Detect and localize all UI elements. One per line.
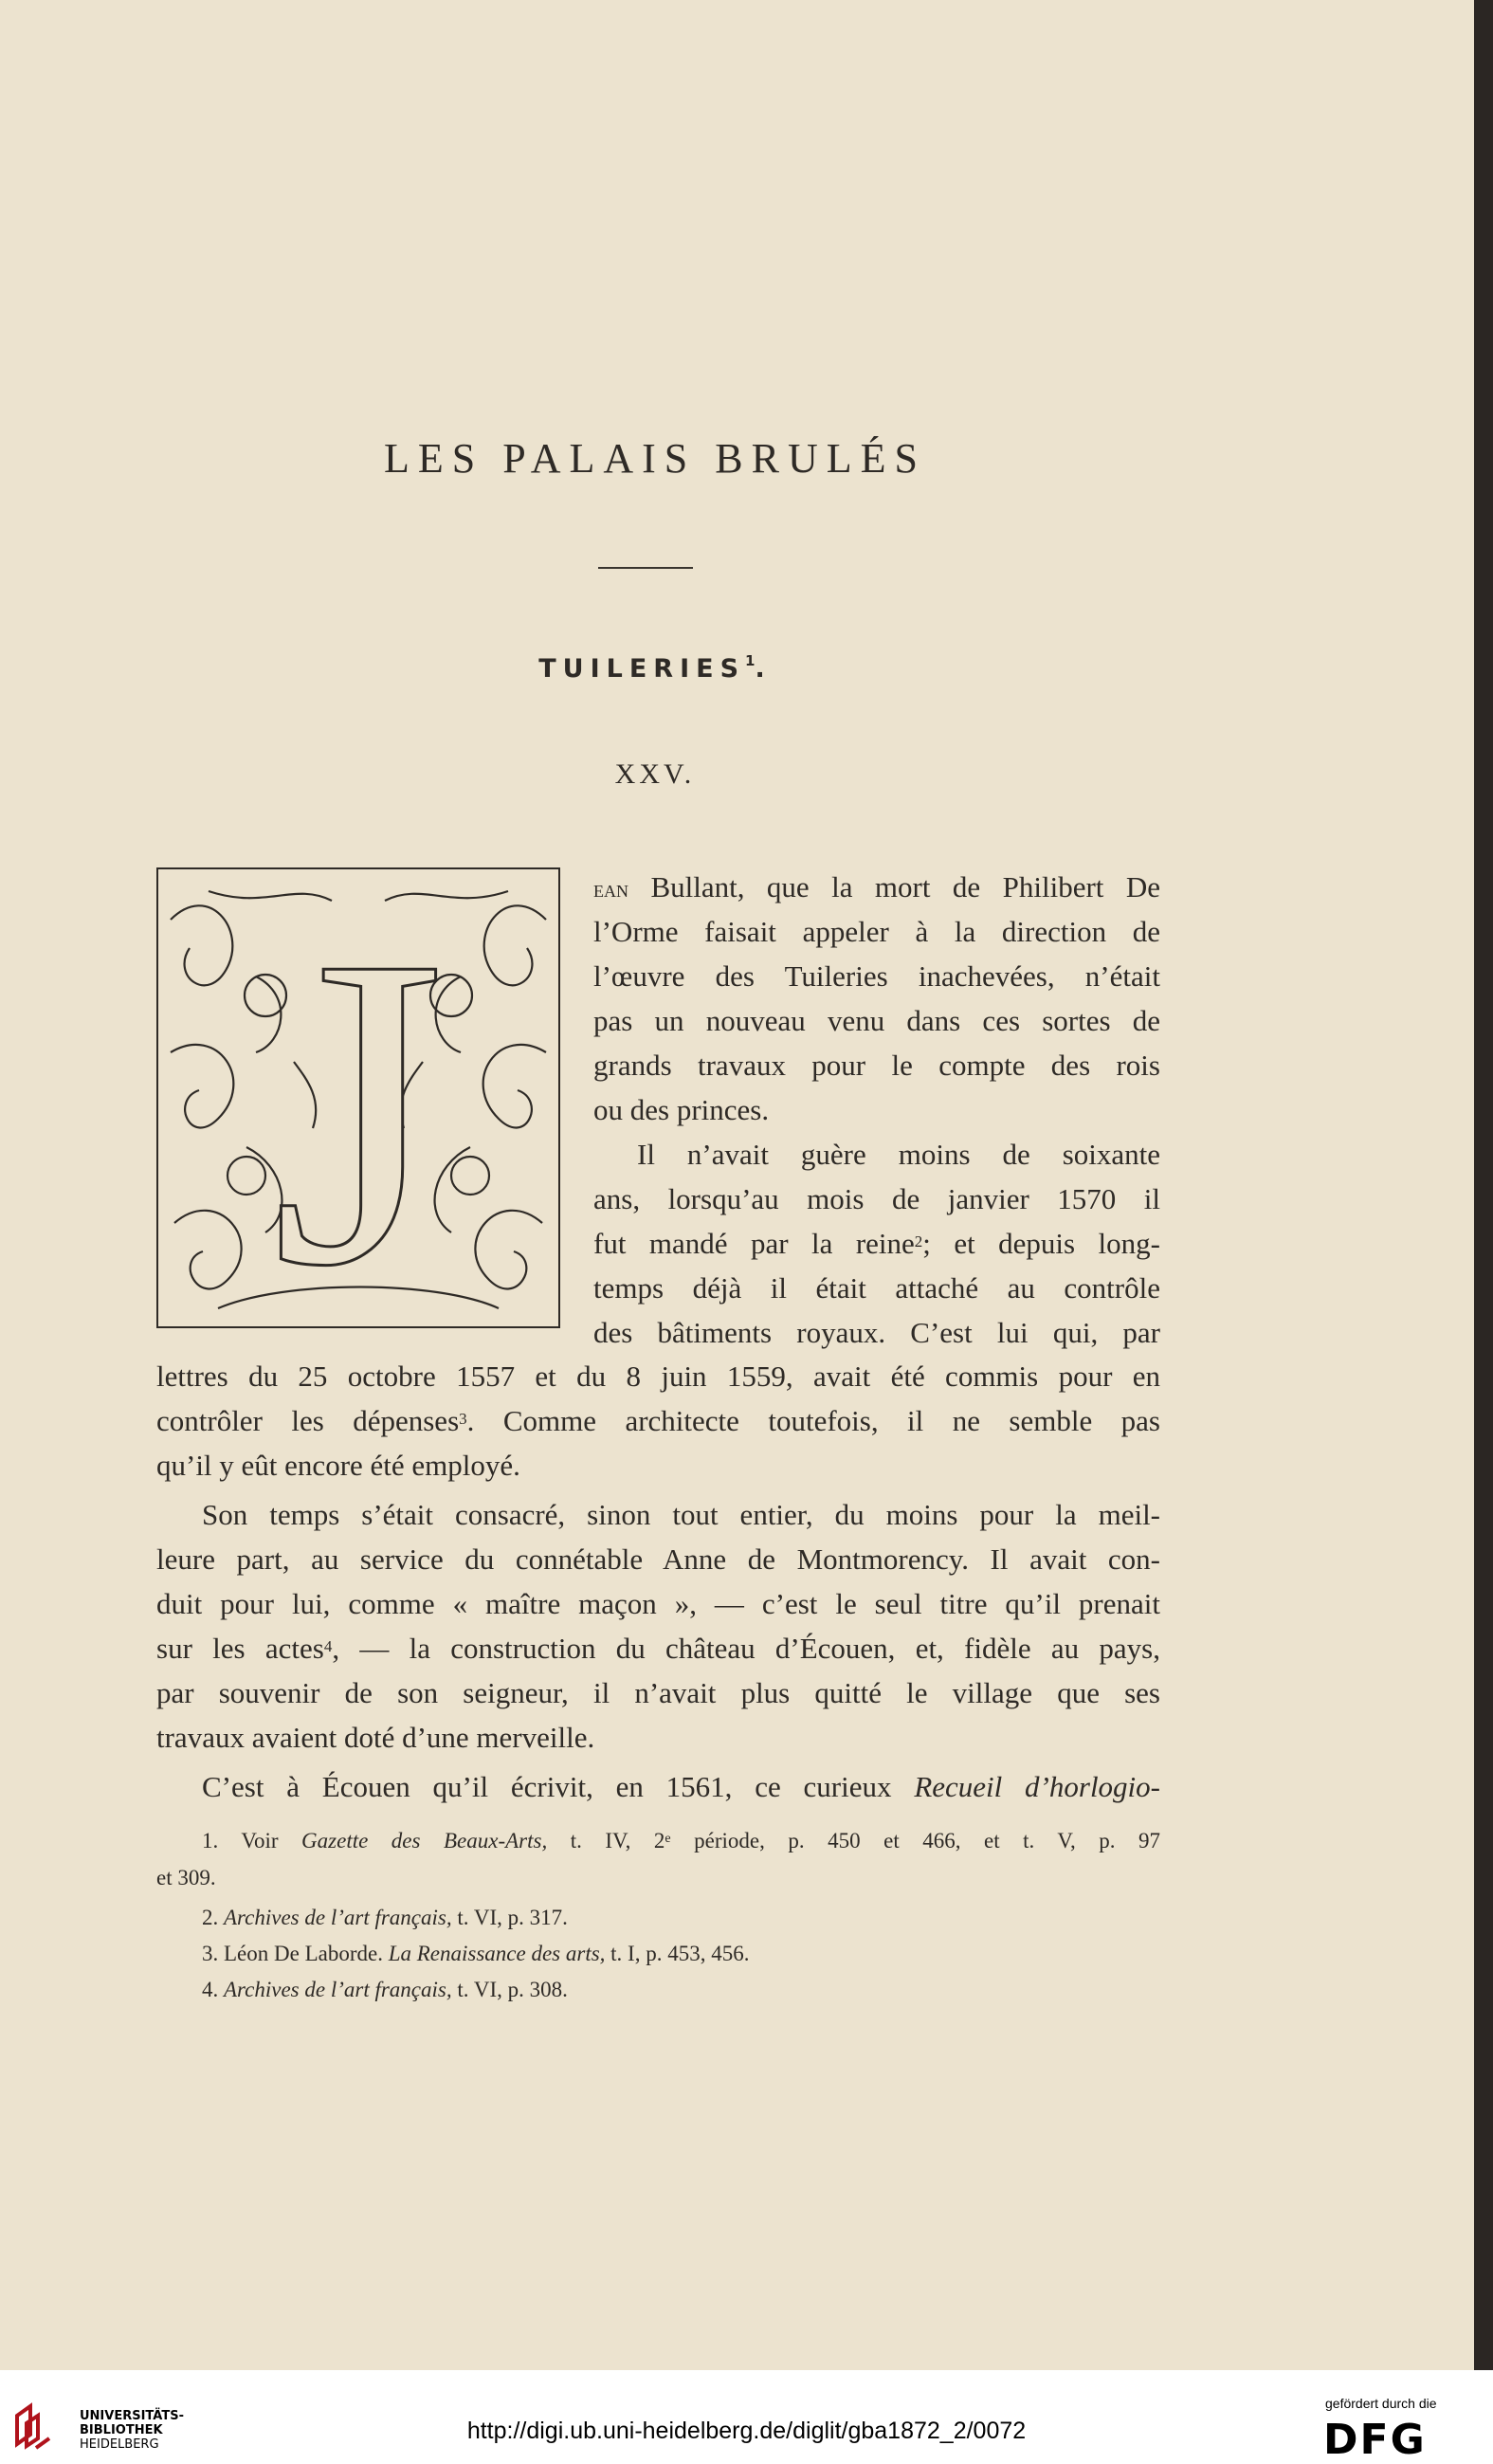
footnote-number: 2. bbox=[202, 1906, 219, 1929]
body-line: duit pour lui, comme « maître maçon », — c’est le seul titre qu’il prenait bbox=[156, 1587, 1160, 1620]
body-line: ans, lorsqu’au mois de janvier 1570 il bbox=[593, 1182, 1160, 1215]
footnote-text: Léon De Laborde. bbox=[218, 1942, 389, 1965]
footnote-sup: e bbox=[665, 1832, 671, 1846]
footnote-text: Voir bbox=[218, 1829, 302, 1853]
footnote-text: période, p. 450 et 466, et t. V, p. 97 bbox=[670, 1829, 1160, 1853]
page-edge-shadow bbox=[1474, 0, 1493, 2370]
body-line: l’œuvre des Tuileries inachevées, n’était bbox=[593, 959, 1160, 993]
italic-title: Recueil d’horlogio- bbox=[914, 1770, 1160, 1803]
permalink-url[interactable]: http://digi.ub.uni-heidelberg.de/diglit/gba1872_2/0072 bbox=[466, 2418, 1027, 2444]
line-text: contrôler les dépenses bbox=[156, 1404, 460, 1437]
footnote-italic: Archives de l’art français, bbox=[224, 1906, 452, 1929]
body-line bbox=[593, 1227, 1160, 1261]
body-line: Son temps s’était consacré, sinon tout entier, du moins pour la meil- bbox=[202, 1498, 1160, 1531]
footnote-italic: Archives de l’art français, bbox=[224, 1978, 452, 2001]
footnote-2 bbox=[202, 1905, 568, 1931]
body-line bbox=[593, 870, 1160, 907]
footnote-text: t. VI, p. 308. bbox=[451, 1978, 568, 2001]
body-line: ou des princes. bbox=[593, 1093, 770, 1126]
subtitle-period: . bbox=[755, 654, 772, 684]
body-line: par souvenir de son seigneur, il n’avait plus quitté le village que ses bbox=[156, 1676, 1160, 1709]
body-line: grands travaux pour le compte des rois bbox=[593, 1049, 1160, 1082]
footnote-number: 3. bbox=[202, 1942, 219, 1965]
footnote-marker-1: 1 bbox=[745, 652, 756, 669]
footnote-marker-4: 4 bbox=[323, 1637, 333, 1655]
line-text: , — la construction du château d’Écouen, et, fidèle au pays, bbox=[332, 1632, 1160, 1665]
line-text: fut mandé par la reine bbox=[593, 1227, 915, 1260]
line-text: C’est à Écouen qu’il écrivit, en 1561, ce curieux bbox=[202, 1770, 915, 1803]
footnote-text: t. IV, 2 bbox=[547, 1829, 665, 1853]
funding-caption: gefördert durch die bbox=[1325, 2396, 1437, 2411]
body-line: des bâtiments royaux. C’est lui qui, par bbox=[593, 1316, 1160, 1349]
line-text: Bullant, que la mort de Philibert De bbox=[628, 870, 1160, 903]
footnote-italic: La Renaissance des arts, bbox=[388, 1942, 606, 1965]
footnote-number: 1. bbox=[202, 1829, 219, 1853]
body-line: travaux avaient doté d’une merveille. bbox=[156, 1721, 595, 1754]
footnote-4 bbox=[202, 1977, 568, 2003]
svg-text:J: J bbox=[271, 864, 446, 1333]
footnote-italic: Gazette des Beaux-Arts, bbox=[301, 1829, 548, 1853]
library-line: UNIVERSITÄTS- bbox=[80, 2409, 184, 2423]
body-line: lettres du 25 octobre 1557 et du 8 juin 1559, avait été commis pour en bbox=[156, 1360, 1160, 1393]
section-subtitle bbox=[0, 654, 1310, 684]
library-line: BIBLIOTHEK bbox=[80, 2423, 163, 2437]
body-line: temps déjà il était attaché au contrôle bbox=[593, 1271, 1160, 1305]
body-line bbox=[202, 1770, 1160, 1804]
footnote-marker-2: 2 bbox=[914, 1232, 923, 1250]
footnote-text: t. I, p. 453, 456. bbox=[605, 1942, 750, 1965]
title-divider bbox=[598, 567, 693, 569]
library-line: HEIDELBERG bbox=[80, 2437, 159, 2452]
footnote-3 bbox=[202, 1941, 749, 1967]
line-text: ; et depuis long- bbox=[922, 1227, 1160, 1260]
footnote-1 bbox=[202, 1828, 1160, 1854]
ornamental-dropcap-j bbox=[152, 863, 565, 1333]
footnote-number: 4. bbox=[202, 1978, 219, 2001]
body-line: l’Orme faisait appeler à la direction de bbox=[593, 915, 1160, 948]
chapter-number: XXV. bbox=[614, 758, 696, 790]
body-line: Il n’avait guère moins de soixante bbox=[637, 1138, 1160, 1171]
body-line: qu’il y eût encore été employé. bbox=[156, 1449, 520, 1482]
subtitle-text: TUILERIES bbox=[538, 654, 746, 684]
footnote-text: t. VI, p. 317. bbox=[451, 1906, 568, 1929]
body-line bbox=[156, 1404, 1160, 1438]
body-line: pas un nouveau venu dans ces sortes de bbox=[593, 1004, 1160, 1037]
dfg-logo: DFG bbox=[1323, 2416, 1427, 2464]
body-line: leure part, au service du connétable Anne de Montmorency. Il avait con- bbox=[156, 1542, 1160, 1576]
line-text: sur les actes bbox=[156, 1632, 324, 1665]
footnote-1-cont: et 309. bbox=[156, 1866, 216, 1889]
footnote-marker-3: 3 bbox=[459, 1410, 467, 1428]
body-line bbox=[156, 1632, 1160, 1666]
smallcaps-text: ean bbox=[593, 877, 628, 903]
page-title: LES PALAIS BRULÉS bbox=[384, 435, 926, 482]
line-text: . Comme architecte toutefois, il ne semble pas bbox=[466, 1404, 1160, 1437]
